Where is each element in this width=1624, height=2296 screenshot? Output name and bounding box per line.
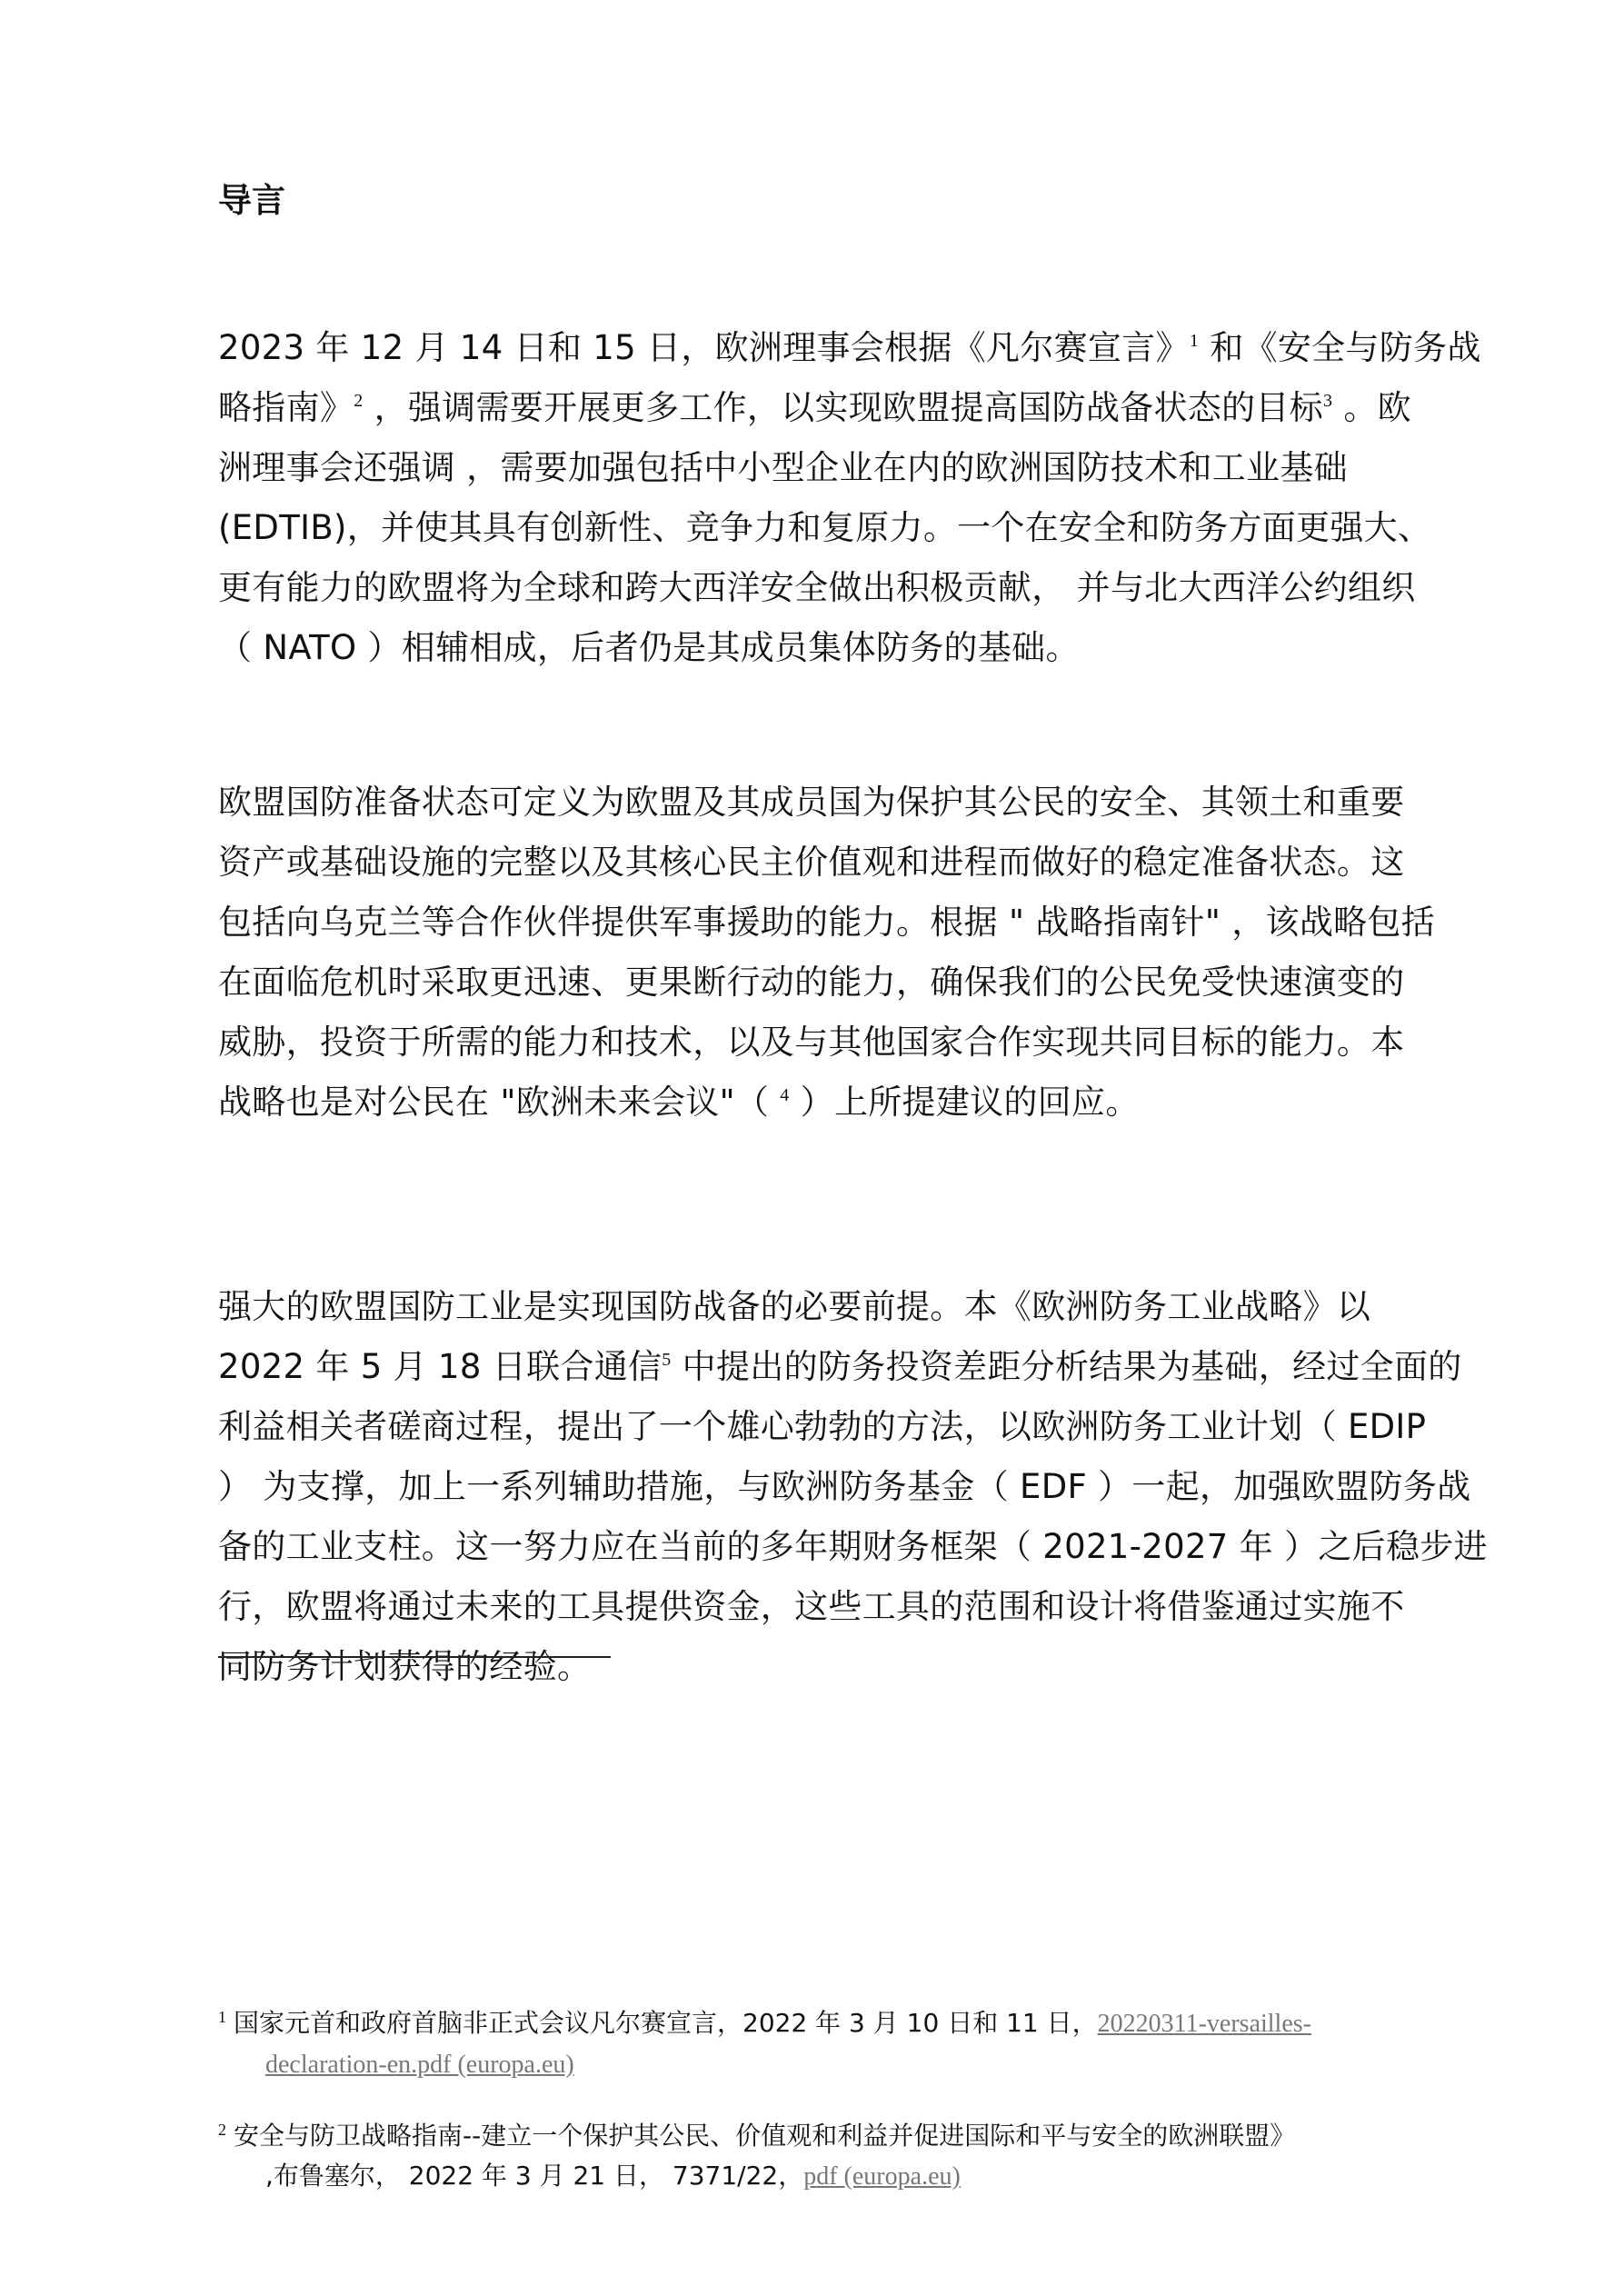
footnote-line: ,布鲁塞尔， 2022 年 3 月 21 日， 7371/22，pdf (europa.eu): [265, 2161, 961, 2191]
footnote-mark: 1: [218, 2008, 226, 2026]
paragraph-line: 行，欧盟将通过未来的工具提供资金，这些工具的范围和设计将借鉴通过实施不: [218, 1587, 1405, 1626]
paragraph-line: ） 为支撑，加上一系列辅助措施，与欧洲防务基金（ EDF ）一起，加强欧盟防务战: [218, 1467, 1471, 1506]
footnote-mark: 2: [218, 2121, 226, 2139]
footnote-ref-2[interactable]: 2: [354, 391, 364, 411]
section-heading: 导言: [218, 181, 285, 220]
footnote-separator: [218, 1656, 611, 1658]
footnote-1: [218, 2003, 1409, 2085]
footnote-ref-4[interactable]: 4: [780, 1085, 790, 1105]
paragraph-line: 资产或基础设施的完整以及其核心民主价值观和进程而做好的稳定准备状态。这: [218, 843, 1405, 882]
paragraph-line: 备的工业支柱。这一努力应在当前的多年期财务框架（ 2021-2027 年 ）之后稳步进: [218, 1527, 1488, 1566]
paragraph-line: 在面临危机时采取更迅速、更果断行动的能力，确保我们的公民免受快速演变的: [218, 963, 1405, 1002]
footnote-line: $^2$ 安全与防卫战略指南--建立一个保护其公民、价值观和利益并促进国际和平与安全的欧洲联盟》: [218, 2121, 1296, 2151]
paragraph-line: 略指南》$^2$ ，强调需要开展更多工作，以实现欧盟提高国防战备状态的目标$^3$ 。欧: [218, 388, 1411, 427]
paragraph-line: 利益相关者磋商过程，提出了一个雄心勃勃的方法，以欧洲防务工业计划（ EDIP: [218, 1407, 1427, 1446]
footnote-link[interactable]: pdf (europa.eu): [803, 2162, 961, 2191]
footnote-line: $^1$ 国家元首和政府首脑非正式会议凡尔赛宣言，2022 年 3 月 10 日和 11 日，20220311-versailles-: [218, 2008, 1311, 2038]
paragraph-1: [218, 318, 1481, 678]
footnote-ref-1[interactable]: 1: [1189, 331, 1200, 351]
footnote-2: [218, 2116, 1409, 2197]
paragraph-line: 洲理事会还强调 ，需要加强包括中小型企业在内的欧洲国防技术和工业基础: [218, 448, 1348, 487]
paragraph-line: 2022 年 5 月 18 日联合通信$^5$ 中提出的防务投资差距分析结果为基础，经过全面的: [218, 1347, 1462, 1386]
paragraph-line: 战略也是对公民在 "欧洲未来会议"（ $^4$ ）上所提建议的回应。: [218, 1083, 1140, 1122]
paragraph-3: [218, 1277, 1488, 1697]
paragraph-line: 同防务计划获得的经验。: [218, 1647, 592, 1686]
paragraph-line: 欧盟国防准备状态可定义为欧盟及其成员国为保护其公民的安全、其领土和重要: [218, 783, 1405, 822]
paragraph-line: (EDTIB)，并使其具有创新性、竞争力和复原力。一个在安全和防务方面更强大、: [218, 508, 1432, 547]
footnote-line: [218, 2044, 1409, 2085]
paragraph-line: 强大的欧盟国防工业是实现国防战备的必要前提。本《欧洲防务工业战略》以: [218, 1287, 1371, 1326]
footnote-link[interactable]: 20220311-versailles-: [1097, 2010, 1311, 2038]
footnote-link[interactable]: declaration-en.pdf (europa.eu): [265, 2051, 574, 2079]
footnote-ref-3[interactable]: 3: [1322, 391, 1333, 411]
paragraph-line: 2023 年 12 月 14 日和 15 日，欧洲理事会根据《凡尔赛宣言》$^1$ 和《安全与防务战: [218, 328, 1481, 367]
paragraph-line: 更有能力的欧盟将为全球和跨大西洋安全做出积极贡献， 并与北大西洋公约组织: [218, 568, 1416, 607]
paragraph-line: 威胁，投资于所需的能力和技术，以及与其他国家合作实现共同目标的能力。本: [218, 1023, 1405, 1062]
paragraph-2: [218, 773, 1436, 1133]
footnote-ref-5[interactable]: 5: [662, 1350, 672, 1370]
paragraph-line: 包括向乌克兰等合作伙伴提供军事援助的能力。根据 " 战略指南针" ，该战略包括: [218, 903, 1436, 942]
paragraph-line: （ NATO ）相辅相成，后者仍是其成员集体防务的基础。: [218, 628, 1080, 667]
